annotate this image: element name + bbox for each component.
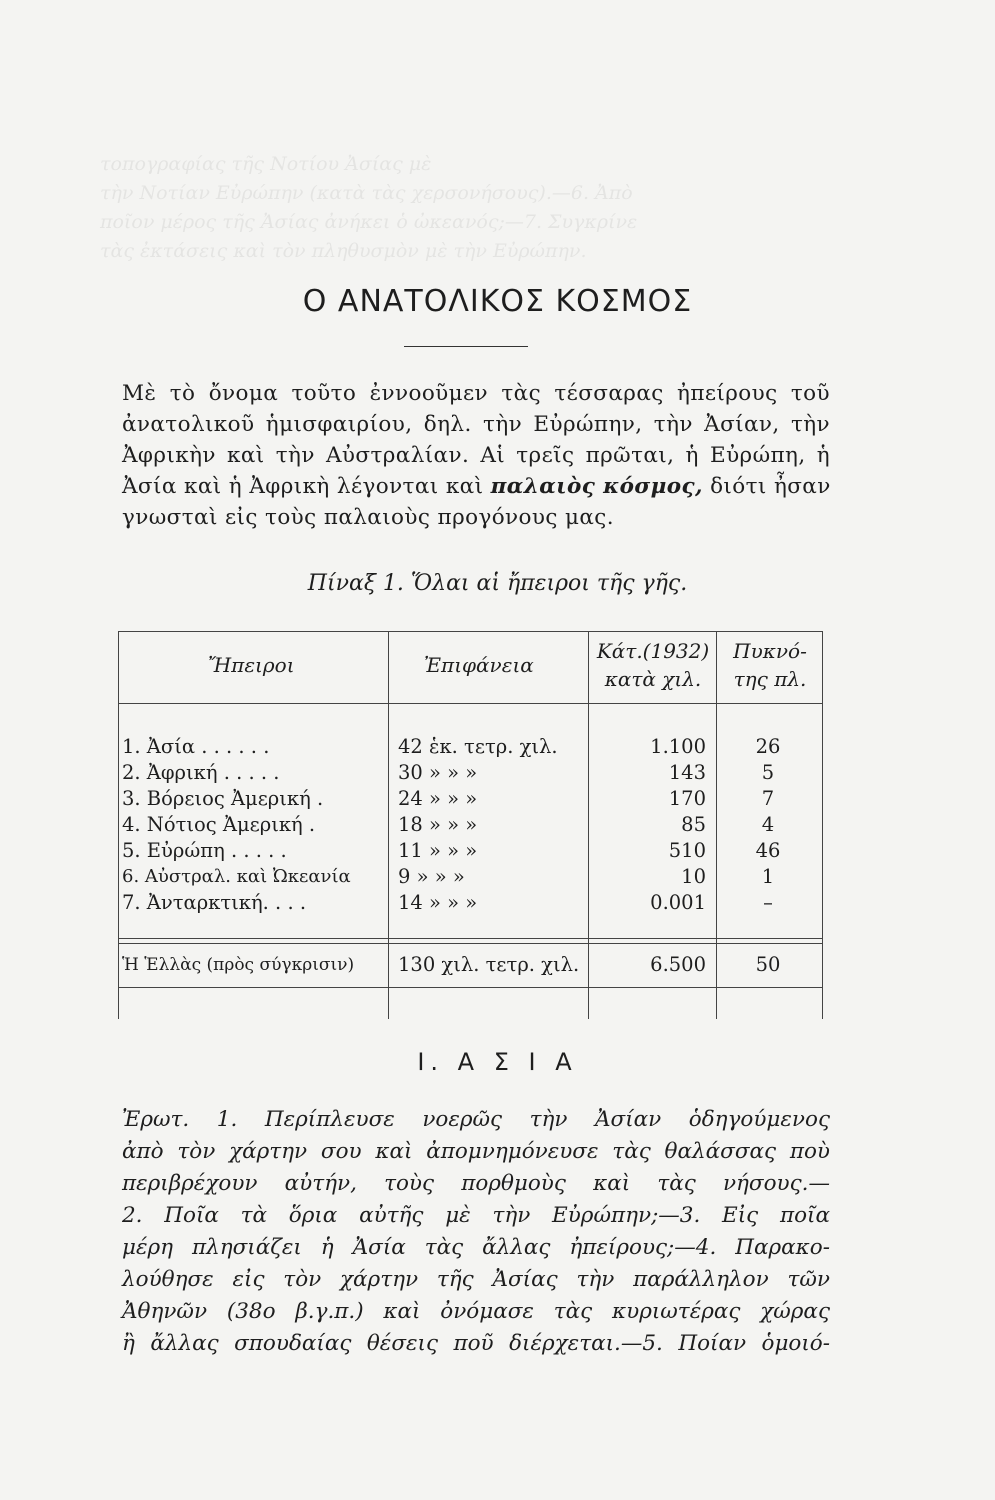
ghost-line: τὰς ἐκτάσεις καὶ τὸν πληθυσμὸν μὲ τὴν Εὐρώπην. — [100, 240, 587, 262]
table-row — [118, 814, 823, 836]
intro-line4-pre: Ἀσία καὶ ἡ Ἀφρικὴ λέγονται καὶ — [122, 474, 484, 499]
cell-density: 5 — [761, 761, 775, 784]
emphasis-old-world: παλαιὸς κόσμος, — [490, 474, 703, 499]
table-bottom-rule — [118, 987, 823, 988]
question-line: ἀπὸ τὸν χάρτην σου καὶ ἀπομνημόνευσε τὰς θαλάσσας ποὺ — [122, 1139, 830, 1164]
cell-density: 46 — [755, 839, 781, 862]
cell-population: 143 — [668, 761, 706, 784]
cell-population: 510 — [668, 839, 706, 862]
cell-density: 7 — [761, 787, 775, 810]
cell-area: 42 ἑκ. τετρ. χιλ. — [398, 735, 558, 758]
question-line: 2. Ποῖα τὰ ὅρια αὐτῆς μὲ τὴν Εὐρώπην;—3. Εἰς ποῖα — [122, 1203, 830, 1228]
table-row — [118, 762, 823, 784]
cell-population: 6.500 — [650, 953, 706, 976]
header-rule — [118, 703, 823, 704]
intro-line: Μὲ τὸ ὄνομα τοῦτο ἐννοοῦμεν τὰς τέσσαρας ἠπείρους τοῦ — [122, 381, 830, 406]
cell-population: 0.001 — [650, 891, 706, 914]
intro-line — [122, 471, 830, 502]
ghost-line: ποῖον μέρος τῆς Ἀσίας ἀνήκει ὁ ὠκεανός;—7. Συγκρίνε — [100, 211, 638, 233]
table-row — [118, 866, 823, 888]
cell-continent: 2. Ἀφρική . . . . . — [122, 761, 280, 784]
footer-rule — [118, 943, 823, 944]
header-population-line1: Κάτ.(1932) — [596, 639, 710, 663]
cell-population: 1.100 — [650, 735, 706, 758]
cell-density: 1 — [761, 865, 775, 888]
question-line: Ἐρωτ. 1. Περίπλευσε νοερῶς τὴν Ἀσίαν ὁδηγούμενος — [122, 1107, 830, 1132]
question-line: ἢ ἄλλας σπουδαίας θέσεις ποῦ διέρχεται.—5. Ποίαν ὁμοιό- — [122, 1331, 830, 1356]
cell-population: 170 — [668, 787, 706, 810]
cell-population: 10 — [681, 865, 706, 888]
cell-density: 4 — [761, 813, 775, 836]
header-density-line1: Πυκνό- — [733, 639, 807, 663]
cell-area: 24 » » » — [398, 787, 478, 810]
cell-population: 85 — [681, 813, 706, 836]
cell-continent: 6. Αὐστραλ. καὶ Ὠκεανία — [122, 866, 351, 887]
table-caption: Πίναξ 1. Ὅλαι αἱ ἤπειροι τῆς γῆς. — [307, 571, 688, 596]
title-rule — [404, 346, 528, 347]
header-population-line2: κατὰ χιλ. — [604, 667, 702, 691]
bleed-through-text — [100, 150, 860, 266]
intro-line: γνωσταὶ εἰς τοὺς παλαιοὺς προγόνους μας. — [122, 505, 614, 530]
cell-density: – — [763, 891, 773, 914]
header-population — [591, 637, 715, 693]
question-line: περιβρέχουν αὐτήν, τοὺς πορθμοὺς καὶ τὰς νήσους.— — [122, 1171, 830, 1196]
cell-continent: 1. Ἀσία . . . . . . — [122, 735, 270, 758]
intro-paragraph — [122, 378, 830, 533]
question-line: λούθησε εἰς τὸν χάρτην τῆς Ἀσίας τὴν παράλληλον τῶν — [122, 1267, 830, 1292]
cell-density: 26 — [755, 735, 781, 758]
question-line: μέρη πλησιάζει ἡ Ἀσία τὰς ἄλλας ἠπείρους;—4. Παρακο- — [122, 1235, 830, 1260]
header-area: Ἐπιφάνεια — [424, 653, 534, 677]
page-title: Ο ΑΝΑΤΟΛΙΚΟΣ ΚΟΣΜΟΣ — [302, 284, 693, 319]
cell-continent: 5. Εὐρώπη . . . . . — [122, 839, 287, 862]
intro-line: Ἀφρικὴν καὶ τὴν Αὐστραλίαν. Αἱ τρεῖς πρῶται, ἡ Εὐρώπη, ἡ — [122, 443, 830, 468]
cell-continent: 7. Ἀνταρκτική. . . . — [122, 891, 307, 914]
table-footer-row — [118, 954, 823, 976]
intro-line4-post: διότι ἦσαν — [710, 474, 831, 499]
table-top-rule — [118, 631, 823, 632]
table-row — [118, 736, 823, 758]
cell-area: 9 » » » — [398, 865, 465, 888]
header-density — [718, 637, 822, 693]
cell-area: 14 » » » — [398, 891, 478, 914]
intro-line: ἀνατολικοῦ ἡμισφαιρίου, δηλ. τὴν Εὐρώπην, τὴν Ἀσίαν, τὴν — [122, 412, 830, 437]
header-continents: Ἤπειροι — [208, 653, 295, 677]
section-title: Ι. Α Σ Ι Α — [417, 1048, 578, 1076]
question-line: Ἀθηνῶν (38ο β.γ.π.) καὶ ὀνόμασε τὰς κυριωτέρας χώρας — [122, 1299, 830, 1324]
cell-continent: 4. Νότιος Ἀμερική . — [122, 813, 316, 836]
table-row — [118, 840, 823, 862]
continents-table — [118, 631, 823, 1019]
questions-paragraph — [122, 1104, 830, 1360]
table-row — [118, 788, 823, 810]
cell-area: 18 » » » — [398, 813, 478, 836]
cell-area: 11 » » » — [398, 839, 478, 862]
table-row — [118, 892, 823, 914]
footer-rule — [118, 938, 823, 939]
ghost-line: τὴν Νοτίαν Εὐρώπην (κατὰ τὰς χερσονήσους).—6. Ἀπὸ — [100, 182, 633, 204]
cell-continent: 3. Βόρειος Ἀμερική . — [122, 787, 324, 810]
cell-continent: Ἡ Ἑλλὰς (πρὸς σύγκρισιν) — [122, 955, 355, 975]
cell-density: 50 — [755, 953, 781, 976]
cell-area: 30 » » » — [398, 761, 478, 784]
cell-area: 130 χιλ. τετρ. χιλ. — [398, 953, 580, 976]
header-density-line2: της πλ. — [733, 667, 807, 691]
ghost-line: τοπογραφίας τῆς Νοτίου Ἀσίας μὲ — [100, 153, 432, 175]
